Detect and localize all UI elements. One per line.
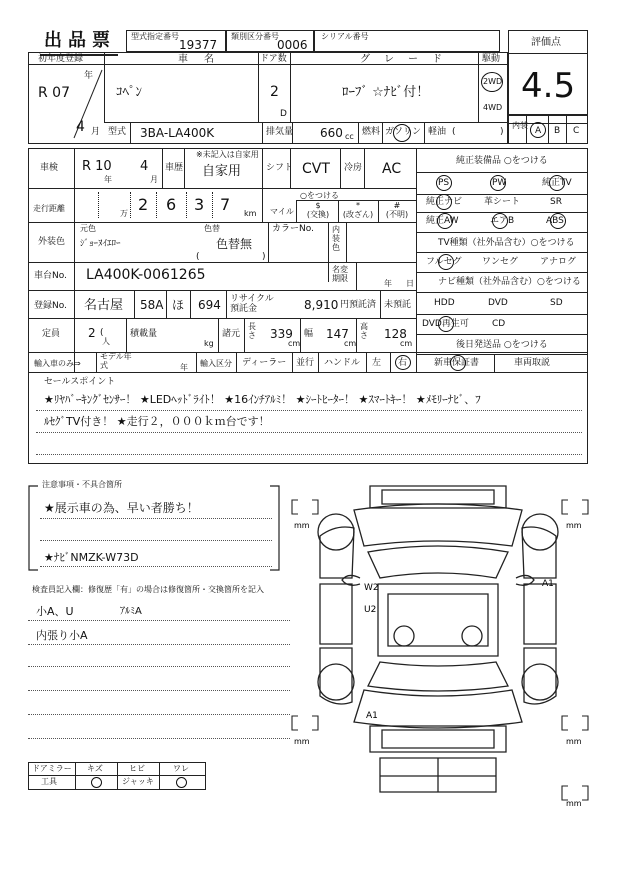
ac-value: AC: [382, 161, 402, 177]
grade-value: ﾛｰﾌﾞ ☆ﾅﾋﾞ付！: [342, 85, 430, 100]
displacement-value: 660: [320, 126, 343, 140]
serial-box: シリアル番号: [314, 30, 500, 52]
car-diagram: [290, 476, 590, 806]
svg-text:mm: mm: [566, 799, 582, 806]
score-value: 4.5: [521, 66, 576, 106]
drive-2wd: 2WD: [483, 77, 503, 86]
recycle-status: 円預託済: [340, 300, 377, 310]
mileage-digits: 万 2 6 3 7 km: [76, 190, 266, 220]
equip-airbag: エアB: [490, 216, 515, 226]
legend-tool-mark: [91, 777, 102, 788]
interior-grade-a: A: [535, 126, 542, 136]
fuel-value: ガソリン: [385, 127, 422, 137]
svg-text:mm: mm: [566, 521, 582, 530]
sales-label: セールスポイント: [44, 377, 116, 387]
navi-dvd-play: DVD再生可: [422, 319, 469, 329]
history-value: 自家用: [202, 164, 242, 179]
import-dealer: ディーラー: [242, 358, 287, 368]
mileage-digit-2: 6: [166, 195, 177, 214]
mark-w2: W2: [364, 583, 379, 593]
legend-jack-mark: [176, 777, 187, 788]
shift-value: CVT: [302, 161, 330, 177]
page-title: 出品票: [44, 30, 116, 51]
mark-a1-left: A1: [366, 711, 378, 721]
original-color: ｼﾞｮｰﾇｲｴﾛｰ: [80, 239, 121, 249]
category-value: 0006: [277, 38, 308, 52]
inspector-line-2: 内張り小A: [36, 629, 88, 642]
model-designation-value: 19377: [179, 38, 218, 52]
sales-line-2: ﾙｾｸﾞTV付き！ ★走行２，０００ｋｍ台です！: [44, 415, 270, 428]
plate-class: 58A: [140, 298, 164, 312]
equip-tv: 純正TV: [542, 178, 572, 188]
inspection-era: R 10: [82, 159, 112, 174]
equip-aw: 純正AW: [426, 216, 459, 226]
later-warranty: 新車保証書: [434, 358, 480, 368]
equip-pw: PW: [492, 178, 507, 188]
length-value: 339: [270, 327, 293, 341]
model-designation-box: 型式指定番号 19377: [126, 30, 226, 52]
equipment-panel: 純正装備品 ○をつける PS PW 純正TV 純正ナビ 革シート SR 純正AW エアB ABS TV種類（社外品含む）○をつける フルセグ ワンセグ アナログ ナビ種類（社外品含む）○をつける HDD DVD SD DVD再生可 CD 後日発送品 ○をつける 新車保証書 車両取説: [416, 148, 588, 372]
mark-u2: U2: [364, 605, 377, 615]
equip-ps: PS: [438, 178, 450, 188]
score-label: 評価点: [531, 37, 561, 48]
equip-navi: 純正ナビ: [426, 197, 463, 207]
mileage-digit-3: 3: [194, 195, 205, 214]
width-value: 147: [326, 327, 349, 341]
type-value: 3BA-LA400K: [140, 126, 215, 140]
handle-right: 右: [398, 358, 408, 368]
svg-text:mm: mm: [294, 737, 310, 746]
height-value: 128: [384, 327, 407, 341]
tv-fullseg: フルセグ: [426, 257, 462, 267]
car-name: ｺﾍﾟﾝ: [116, 85, 142, 100]
mileage-digit-4: 7: [220, 195, 231, 214]
interior-grade-b: B: [554, 126, 561, 136]
plate-region: 名古屋: [84, 298, 124, 313]
capacity-value: 2: [88, 326, 96, 340]
plate-number: 694: [198, 298, 221, 312]
notes-label: 注意事項・不具合箇所: [42, 480, 122, 489]
svg-text:mm: mm: [294, 521, 310, 530]
mark-a1-right: A1: [542, 579, 554, 589]
drive-4wd: 4WD: [483, 103, 503, 112]
legend-table: ドアミラー キズ ヒビ ワレ 工具 ジャッキ: [28, 762, 206, 790]
handle-right-circle: [395, 355, 411, 370]
recycle-amount: 8,910: [304, 298, 339, 312]
interior-grade-circle: [530, 122, 546, 138]
inspector-label: 検査員記入欄：修復歴「有」の場合は修復箇所・交換箇所を記入: [32, 585, 264, 594]
first-reg-month: 4: [76, 119, 85, 135]
inspector-line-1b: ｱﾙﾐA: [120, 606, 142, 617]
equip-abs: ABS: [546, 216, 564, 226]
sales-line-1: ★ﾘﾔﾊﾞｰｷﾝｸﾞｾﾝｻｰ！ ★LEDﾍｯﾄﾞﾗｲﾄ！ ★16ｲﾝﾁｱﾙﾐ！ ★ｼｰﾄﾋｰﾀｰ！ ★ｽﾏｰﾄｷｰ！ ★ﾒﾓﾘｰﾅﾋﾞ、ﾌ: [44, 393, 481, 406]
notes-line-2: ★ﾅﾋﾞNMZK-W73D: [44, 551, 139, 564]
plate-kana: ほ: [172, 298, 185, 312]
inspection-month: 4: [140, 159, 149, 174]
color-change: 色替無: [216, 237, 253, 251]
inspector-line-1a: 小A、U: [36, 605, 74, 618]
notes-line-1: ★展示車の為、早い者勝ち！: [44, 501, 199, 515]
svg-text:mm: mm: [566, 737, 582, 746]
chassis-number: LA400K-0061265: [86, 267, 206, 283]
score-box: [508, 30, 588, 124]
drive-2wd-circle: [481, 72, 503, 92]
first-reg-era: R 07: [38, 85, 70, 101]
interior-grade-c: C: [573, 126, 580, 136]
doors-value: 2: [270, 84, 279, 100]
category-box: 類別区分番号 0006: [226, 30, 314, 52]
fuel-circle: [393, 124, 411, 142]
mileage-digit-1: 2: [138, 195, 149, 214]
